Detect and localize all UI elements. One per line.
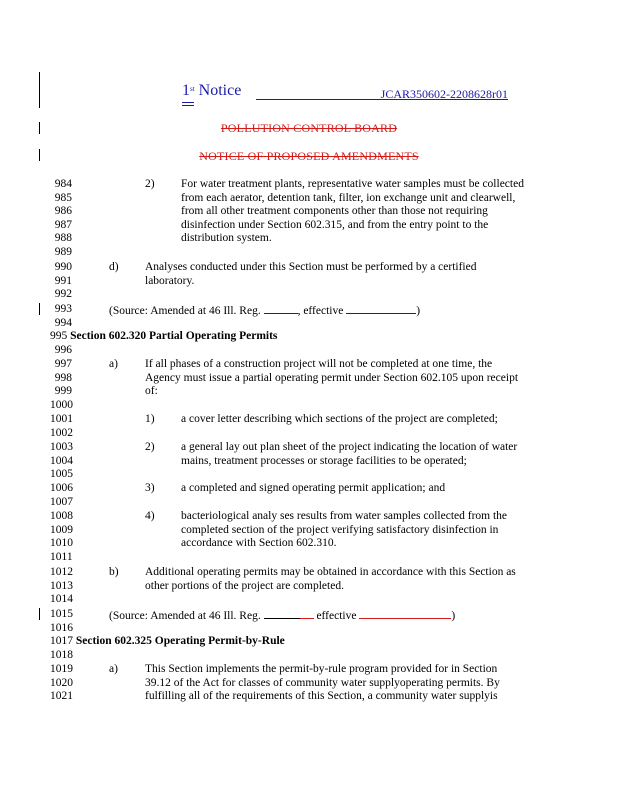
line-number: 999	[54, 385, 72, 398]
body-text: 39.12 of the Act for classes of community water supplyoperating permits. By	[145, 676, 500, 689]
line-number: 1007	[50, 495, 73, 508]
document-id: JCAR350602-2208628r01	[380, 87, 508, 101]
line-number: 1018	[50, 648, 73, 661]
source-note: (Source: Amended at 46 Ill. Reg. , effective )	[109, 305, 421, 317]
line-number: 1014	[50, 593, 73, 606]
body-text: a cover letter describing which sections of the project are completed;	[181, 413, 498, 425]
line-number: 993	[54, 303, 72, 315]
body-text: other portions of the project are completed.	[145, 579, 344, 592]
line-number: 1009	[50, 523, 73, 536]
line-number: 1013	[50, 579, 73, 592]
notice-type: NOTICE OF PROPOSED AMENDMENTS	[199, 149, 419, 163]
body-text: disinfection under Section 602.315, and from the entry point to the	[181, 218, 489, 231]
source-note: (Source: Amended at 46 Ill. Reg. effective )	[109, 610, 456, 622]
list-label: 2)	[145, 441, 155, 453]
line-number: 1012	[50, 566, 73, 578]
body-text: For water treatment plants, representative water samples must be collected	[181, 178, 524, 190]
blank-field	[359, 608, 451, 619]
body-text: a completed and signed operating permit application; and	[181, 482, 446, 494]
line-number: 1015	[50, 608, 73, 620]
body-text: Agency must issue a partial operating permit under Section 602.105 upon receipt	[145, 371, 519, 384]
line-number: 1006	[50, 482, 73, 494]
change-bar	[39, 608, 40, 620]
change-bar	[39, 72, 40, 108]
line-number: 1019	[50, 663, 73, 675]
line-number: 990	[54, 261, 72, 273]
change-bar	[39, 303, 40, 315]
line-number: 1020	[50, 676, 73, 689]
blank-field	[264, 608, 300, 619]
body-text: accordance with Section 602.310.	[181, 537, 337, 550]
line-number: 1004	[50, 454, 73, 467]
line-number: 1021	[50, 690, 73, 703]
body-text: fulfilling all of the requirements of this Section, a community water supplyis	[145, 690, 498, 703]
line-number: 1005	[50, 468, 73, 481]
section-heading: 995 Section 602.320 Partial Operating Permits	[50, 330, 278, 343]
line-number: 994	[54, 316, 72, 329]
line-number: 984	[54, 178, 72, 190]
line-number: 1000	[50, 398, 73, 411]
line-number: 987	[54, 218, 72, 231]
line-number: 986	[54, 205, 72, 218]
body-text: a general lay out plan sheet of the project indicating the location of water	[181, 441, 518, 453]
list-label: d)	[109, 261, 119, 273]
line-number: 991	[54, 274, 72, 287]
header-rule	[182, 105, 194, 106]
section-heading: 1017 Section 602.325 Operating Permit-by-Rule	[50, 635, 285, 648]
line-number: 985	[54, 191, 72, 204]
blank-field	[346, 303, 416, 314]
line-number: 997	[54, 358, 72, 370]
body-text: Additional operating permits may be obtained in accordance with this Section as	[145, 566, 516, 578]
notice-header	[182, 82, 512, 108]
body-text: mains, treatment processes or storage facilities to be operated;	[181, 454, 467, 467]
body-text: from all other treatment components other than those not requiring	[181, 205, 488, 218]
blank-field	[300, 608, 314, 619]
list-label: b)	[109, 566, 119, 578]
body-text: laboratory.	[145, 274, 195, 287]
body-text: of:	[145, 385, 158, 398]
list-label: 3)	[145, 482, 155, 494]
line-number: 998	[54, 371, 72, 384]
body-text: Analyses conducted under this Section must be performed by a certified	[145, 261, 477, 273]
body-text: distribution system.	[181, 232, 272, 245]
line-number: 1011	[50, 550, 73, 563]
line-number: 1003	[50, 441, 73, 453]
notice-title: 1st Notice	[182, 82, 242, 99]
line-number: 992	[54, 288, 72, 301]
body-text: bacteriological analy ses results from water samples collected from the	[181, 510, 508, 522]
list-label: 4)	[145, 510, 155, 522]
agency-name: POLLUTION CONTROL BOARD	[220, 121, 398, 135]
body-text: This Section implements the permit-by-rule program provided for in Section	[145, 663, 498, 675]
line-number: 1002	[50, 426, 73, 439]
line-number: 996	[54, 343, 72, 356]
list-label: a)	[109, 663, 118, 675]
line-number: 989	[54, 246, 72, 258]
list-label: 2)	[145, 178, 155, 190]
line-number: 1016	[50, 621, 73, 634]
blank-field	[264, 303, 298, 314]
body-text: If all phases of a construction project will not be completed at one time, the	[145, 358, 493, 370]
line-number: 1001	[50, 413, 73, 425]
header-rule	[182, 102, 194, 103]
body-text: from each aerator, detention tank, filter, ion exchange unit and clearwell,	[181, 191, 516, 204]
line-number: 988	[54, 232, 72, 245]
list-label: a)	[109, 358, 118, 370]
list-label: 1)	[145, 413, 155, 425]
line-number: 1010	[50, 537, 73, 550]
body-text: completed section of the project verifying satisfactory disinfection in	[181, 523, 499, 536]
line-number: 1008	[50, 510, 73, 522]
